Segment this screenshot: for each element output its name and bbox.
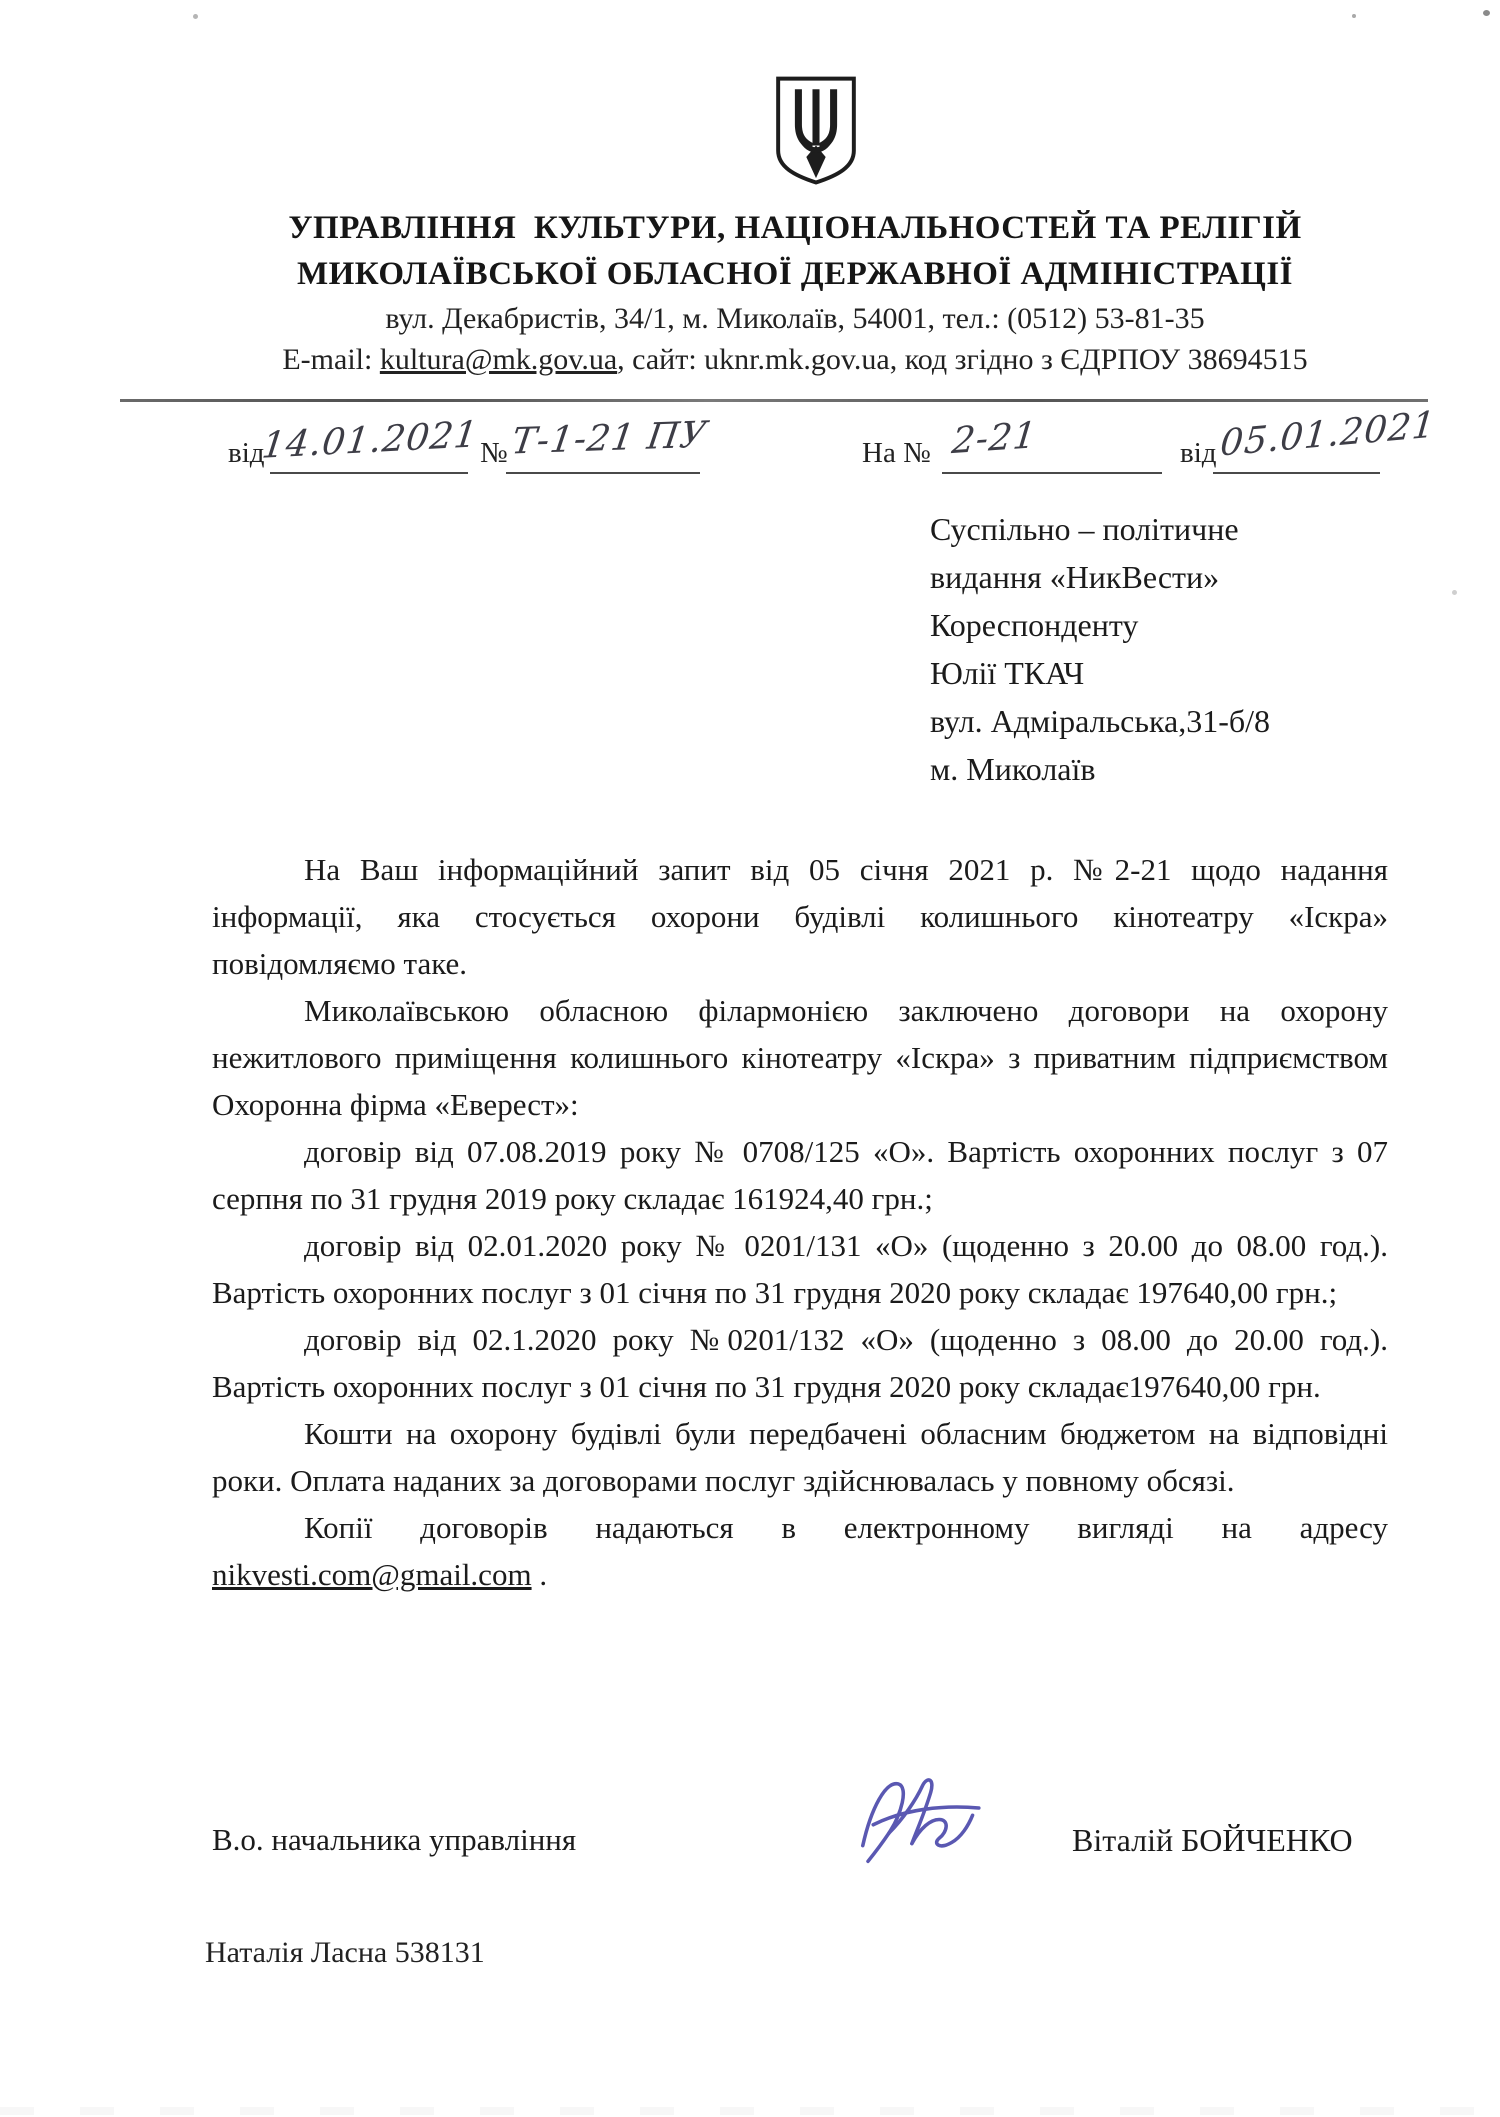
recipient-email-link[interactable]: nikvesti.com@gmail.com — [212, 1557, 532, 1592]
scan-speck — [193, 14, 198, 19]
body-paragraph: Кошти на охорону будівлі були передбачені обласним бюджетом на відповідні роки. Оплата наданих за договорами послуг здійснювалась у повному обсязі. — [212, 1416, 1388, 1498]
ukraine-trident-emblem — [772, 75, 860, 187]
body-paragraph: договір від 02.1.2020 року №0201/132 «О» (щоденно з 08.00 до 20.00 год.). Вартість охоронних послуг з 01 січня по 31 грудня 2020 року складає197640,00 грн. — [212, 1322, 1388, 1404]
recipient-line: Юлії ТКАЧ — [930, 655, 1085, 691]
ref-field-underline — [506, 472, 700, 474]
body-paragraph: договір від 02.01.2020 року № 0201/131 «О» (щоденно з 20.00 до 08.00 год.). Вартість охоронних послуг з 01 січня по 31 грудня 2020 року складає 197640,00 грн.; — [212, 1228, 1388, 1310]
ref-out-date-label: від — [228, 437, 265, 469]
signer-position: В.о. начальника управління — [212, 1822, 577, 1857]
recipient-line: вул. Адміральська,31-б/8 — [930, 703, 1271, 739]
scan-edge-noise — [0, 2107, 1500, 2115]
ref-out-number-label: № — [480, 437, 508, 469]
body-paragraph: Миколаївською обласною філармонією заключено договори на охорону нежитлового приміщення колишнього кінотеатру «Іскра» з приватним підприємством Охоронна фірма «Еверест»: — [212, 993, 1388, 1122]
ref-in-number-handwritten: 2-21 — [949, 414, 1039, 463]
scan-speck — [1452, 590, 1457, 595]
executor-line: Наталія Ласна 538131 — [205, 1936, 485, 1969]
letter-body — [212, 846, 1388, 1598]
recipient-line: видання «НикВести» — [930, 559, 1220, 595]
copies-sentence-prefix: Копії договорів надаються в електронному вигляді на адресу — [304, 1510, 1388, 1545]
body-paragraph: договір від 07.08.2019 року № 0708/125 «О». Вартість охоронних послуг з 07 серпня по 31 грудня 2019 року складає 161924,40 грн.; — [212, 1134, 1388, 1216]
org-name-line2: МИКОЛАЇВСЬКОЇ ОБЛАСНОЇ ДЕРЖАВНОЇ АДМІНІСТРАЦІЇ — [296, 256, 1294, 292]
ref-field-underline — [1213, 472, 1380, 474]
letterhead-separator — [120, 399, 1428, 402]
ref-out-number-handwritten: Т-1-21 ПУ — [509, 414, 710, 463]
signer-name: Віталій БОЙЧЕНКО — [1072, 1822, 1353, 1858]
ref-in-date-label: від — [1180, 437, 1217, 469]
ref-out-date-handwritten: 14.01.2021 — [259, 414, 481, 467]
scan-speck — [1352, 14, 1356, 18]
copies-sentence-suffix: . — [531, 1557, 548, 1592]
scan-speck — [1483, 10, 1490, 16]
trident-glyph — [795, 89, 837, 178]
recipient-line: м. Миколаїв — [930, 751, 1096, 787]
org-email-link[interactable]: kultura@mk.gov.ua — [379, 343, 618, 376]
body-paragraph: На Ваш інформаційний запит від 05 січня 2021 р. №2-21 щодо надання інформації, яка стосується охорони будівлі колишнього кінотеатру «Іскра» повідомляємо таке. — [212, 852, 1388, 981]
recipient-line: Суспільно – політичне — [930, 511, 1239, 547]
signature-ink — [838, 1762, 1013, 1877]
ref-in-number-label: На № — [862, 437, 931, 469]
ref-in-date-handwritten: 05.01.2021 — [1218, 404, 1438, 465]
org-contact-line — [90, 343, 1500, 377]
email-label: E-mail: — [282, 343, 380, 376]
recipient-line: Кореспонденту — [930, 607, 1139, 643]
recipient-block — [930, 505, 1270, 793]
site-and-edrpou: , сайт: uknr.mk.gov.ua, код згідно з ЄДРПОУ 38694515 — [617, 343, 1308, 376]
org-address: вул. Декабристів, 34/1, м. Миколаїв, 54001, тел.: (0512) 53-81-35 — [385, 302, 1205, 335]
body-paragraph — [212, 1504, 1388, 1598]
org-name-line1: УПРАВЛІННЯ КУЛЬТУРИ, НАЦІОНАЛЬНОСТЕЙ ТА РЕЛІГІЙ — [288, 210, 1302, 246]
ref-field-underline — [270, 472, 468, 474]
ref-field-underline — [942, 472, 1162, 474]
